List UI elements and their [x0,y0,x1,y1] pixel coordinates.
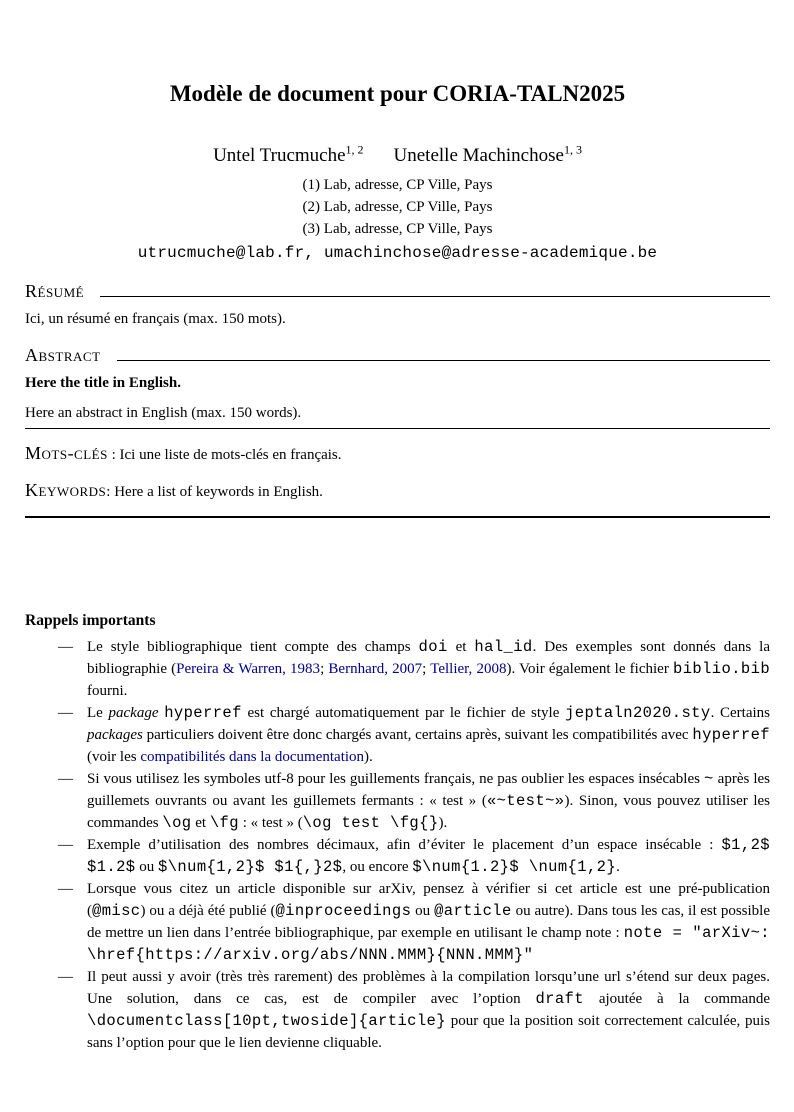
emails-line: utrucmuche@lab.fr, umachinchose@adresse-academique.be [137,244,658,262]
abstract-text: Here an abstract in English (max. 150 words). [25,402,770,429]
code-span: $\num{1,2}$ $1{,}2$ [158,858,343,876]
code-span: @inproceedings [275,902,412,920]
keywords-label: Keywords [25,480,107,500]
list-item-text [87,837,770,875]
code-span: \documentclass[10pt,twoside]{article} [87,1012,446,1030]
resume-section-header [25,280,770,302]
text-segment: ou autre). Dans tous les cas, il est possible de mettre un lien dans l’entrée bibliographique, par exemple en utilisant le champ note : [87,903,770,941]
text-segment: ). [364,749,373,765]
list-item [25,966,770,1054]
text-segment: Le style bibliographique tient compte des champs [87,639,419,655]
item-dash-marker: — [58,639,73,655]
page-title: Modèle de document pour CORIA-TALN2025 [169,81,626,106]
code-span: «~test~» [486,792,565,810]
keywords-row [25,479,770,503]
abstract-label: Abstract [25,345,101,365]
resume-label: Résumé [25,281,85,301]
list-item-text [87,881,770,963]
code-span: \fg [209,814,239,832]
abstract-section-rule [117,360,770,361]
authors-line [25,144,770,168]
text-segment: ; [422,661,431,677]
mots-cles-row [25,442,770,466]
text-segment: ). Voir également le fichier [506,661,673,677]
inline-link[interactable]: compatibilités dans la documentation [140,749,365,765]
code-span: note = "arXiv~: \href{https://arxiv.org/abs/NNN.MMM}{NNN.MMM}" [87,924,770,964]
item-dash-marker: — [58,771,73,787]
keywords-text: : Here a list of keywords in English. [106,484,323,500]
code-span: $1,2$ $1.2$ [87,836,770,876]
author-1 [213,142,364,166]
text-segment: et [191,815,210,831]
text-segment: Il peut aussi y avoir (très très rarement) des problèmes à la compilation lorsqu’une url s’étend sur deux pages. Une solution, dans ce cas, est de compiler avec l’option [87,969,770,1007]
mots-cles-text: : Ici une liste de mots-clés en français. [107,447,342,463]
text-segment: Si vous utilisez les symboles utf-8 pour les guillements français, ne pas oublier les espaces insécables [87,771,704,787]
text-segment: , ou encore [342,859,413,875]
list-item [25,702,770,768]
text-segment: ou [135,859,159,875]
resume-text: Ici, un résumé en français (max. 150 mots). [25,311,286,327]
text-segment: pour que la position soit correctement calculée, puis sans l’option pour que le lien devienne cliquable. [87,1013,770,1051]
code-span: @misc [92,902,141,920]
text-segment: ) ou a déjà été publié ( [140,903,276,919]
english-title: Here the title in English. [25,375,181,391]
affiliation-line-2: (2) Lab, adresse, CP Ville, Pays [302,199,493,215]
resume-section-rule [100,296,770,297]
list-item-text [87,969,770,1051]
author-2-name: Unetelle Machinchose [393,145,564,166]
text-segment: package [108,705,159,721]
list-item [25,768,770,834]
affiliations-block [25,174,770,240]
text-segment: est chargé automatiquement par le fichier de style [241,705,566,721]
rappels-list [25,636,770,1054]
item-dash-marker: — [58,705,73,721]
text-segment: fourni. [87,683,128,699]
author-2-affil-sup: 1, 3 [563,142,582,157]
front-matter-bottom-rule [25,516,770,518]
author-1-affil-sup: 1, 2 [345,142,364,157]
author-1-name: Untel Trucmuche [213,145,346,166]
mots-cles-label: Mots-clés [25,443,108,463]
list-item-text [87,771,770,831]
text-segment: (voir les [87,749,141,765]
list-item-text [87,639,770,699]
text-segment: et [447,639,475,655]
text-segment: ou [411,903,435,919]
text-segment: . [616,859,620,875]
text-segment: . Certains [710,705,770,721]
text-segment: Le [87,705,109,721]
abstract-section-header [25,344,770,366]
rappels-heading: Rappels importants [25,612,156,629]
code-span: @article [434,902,512,920]
code-span: ~ [703,770,714,788]
text-segment: . Des exemples sont donnés dans la bibliographie ( [87,639,770,677]
text-segment: ajoutée à la commande [583,991,770,1007]
item-dash-marker: — [58,881,73,897]
list-item [25,878,770,966]
list-item [25,834,770,878]
code-span: $\num{1.2}$ \num{1,2} [412,858,617,876]
inline-link[interactable]: Bernhard, 2007 [328,661,423,677]
code-span: jeptaln2020.sty [565,704,711,722]
item-dash-marker: — [58,837,73,853]
text-segment: ). [438,815,448,831]
text-segment: Exemple d’utilisation des nombres décimaux, afin d’éviter le placement d’un espace insécable : [87,837,722,853]
code-span: hal_id [474,638,533,656]
affiliation-line-3: (3) Lab, adresse, CP Ville, Pays [302,221,493,237]
text-segment: ; [320,661,329,677]
inline-link[interactable]: Pereira & Warren, 1983 [176,661,321,677]
text-segment: : « test » ( [238,815,303,831]
author-2 [393,142,582,166]
text-segment: ). Sinon, vous pouvez utiliser les commandes [87,793,770,831]
list-item [25,636,770,702]
text-segment: après les guillemets ouvrants ou avant les guillemets fermants : « test » ( [87,771,771,809]
code-span: \og [162,814,192,832]
code-span: hyperref [692,726,770,744]
text-segment: particuliers doivent être donc chargés avant, certains après, suivant les compatibilités avec [142,727,693,743]
code-span: hyperref [164,704,242,722]
inline-link[interactable]: Tellier, 2008 [430,661,507,677]
code-span: draft [535,990,584,1008]
item-dash-marker: — [58,969,73,985]
code-span: biblio.bib [673,660,771,678]
text-segment: packages [87,727,143,743]
code-span: \og test \fg{} [302,814,439,832]
code-span: doi [418,638,448,656]
text-segment: Lorsque vous citez un article disponible sur arXiv, pensez à vérifier si cet article est une pré-publication ( [87,881,770,919]
affiliation-line-1: (1) Lab, adresse, CP Ville, Pays [302,177,493,193]
list-item-text [87,705,770,765]
